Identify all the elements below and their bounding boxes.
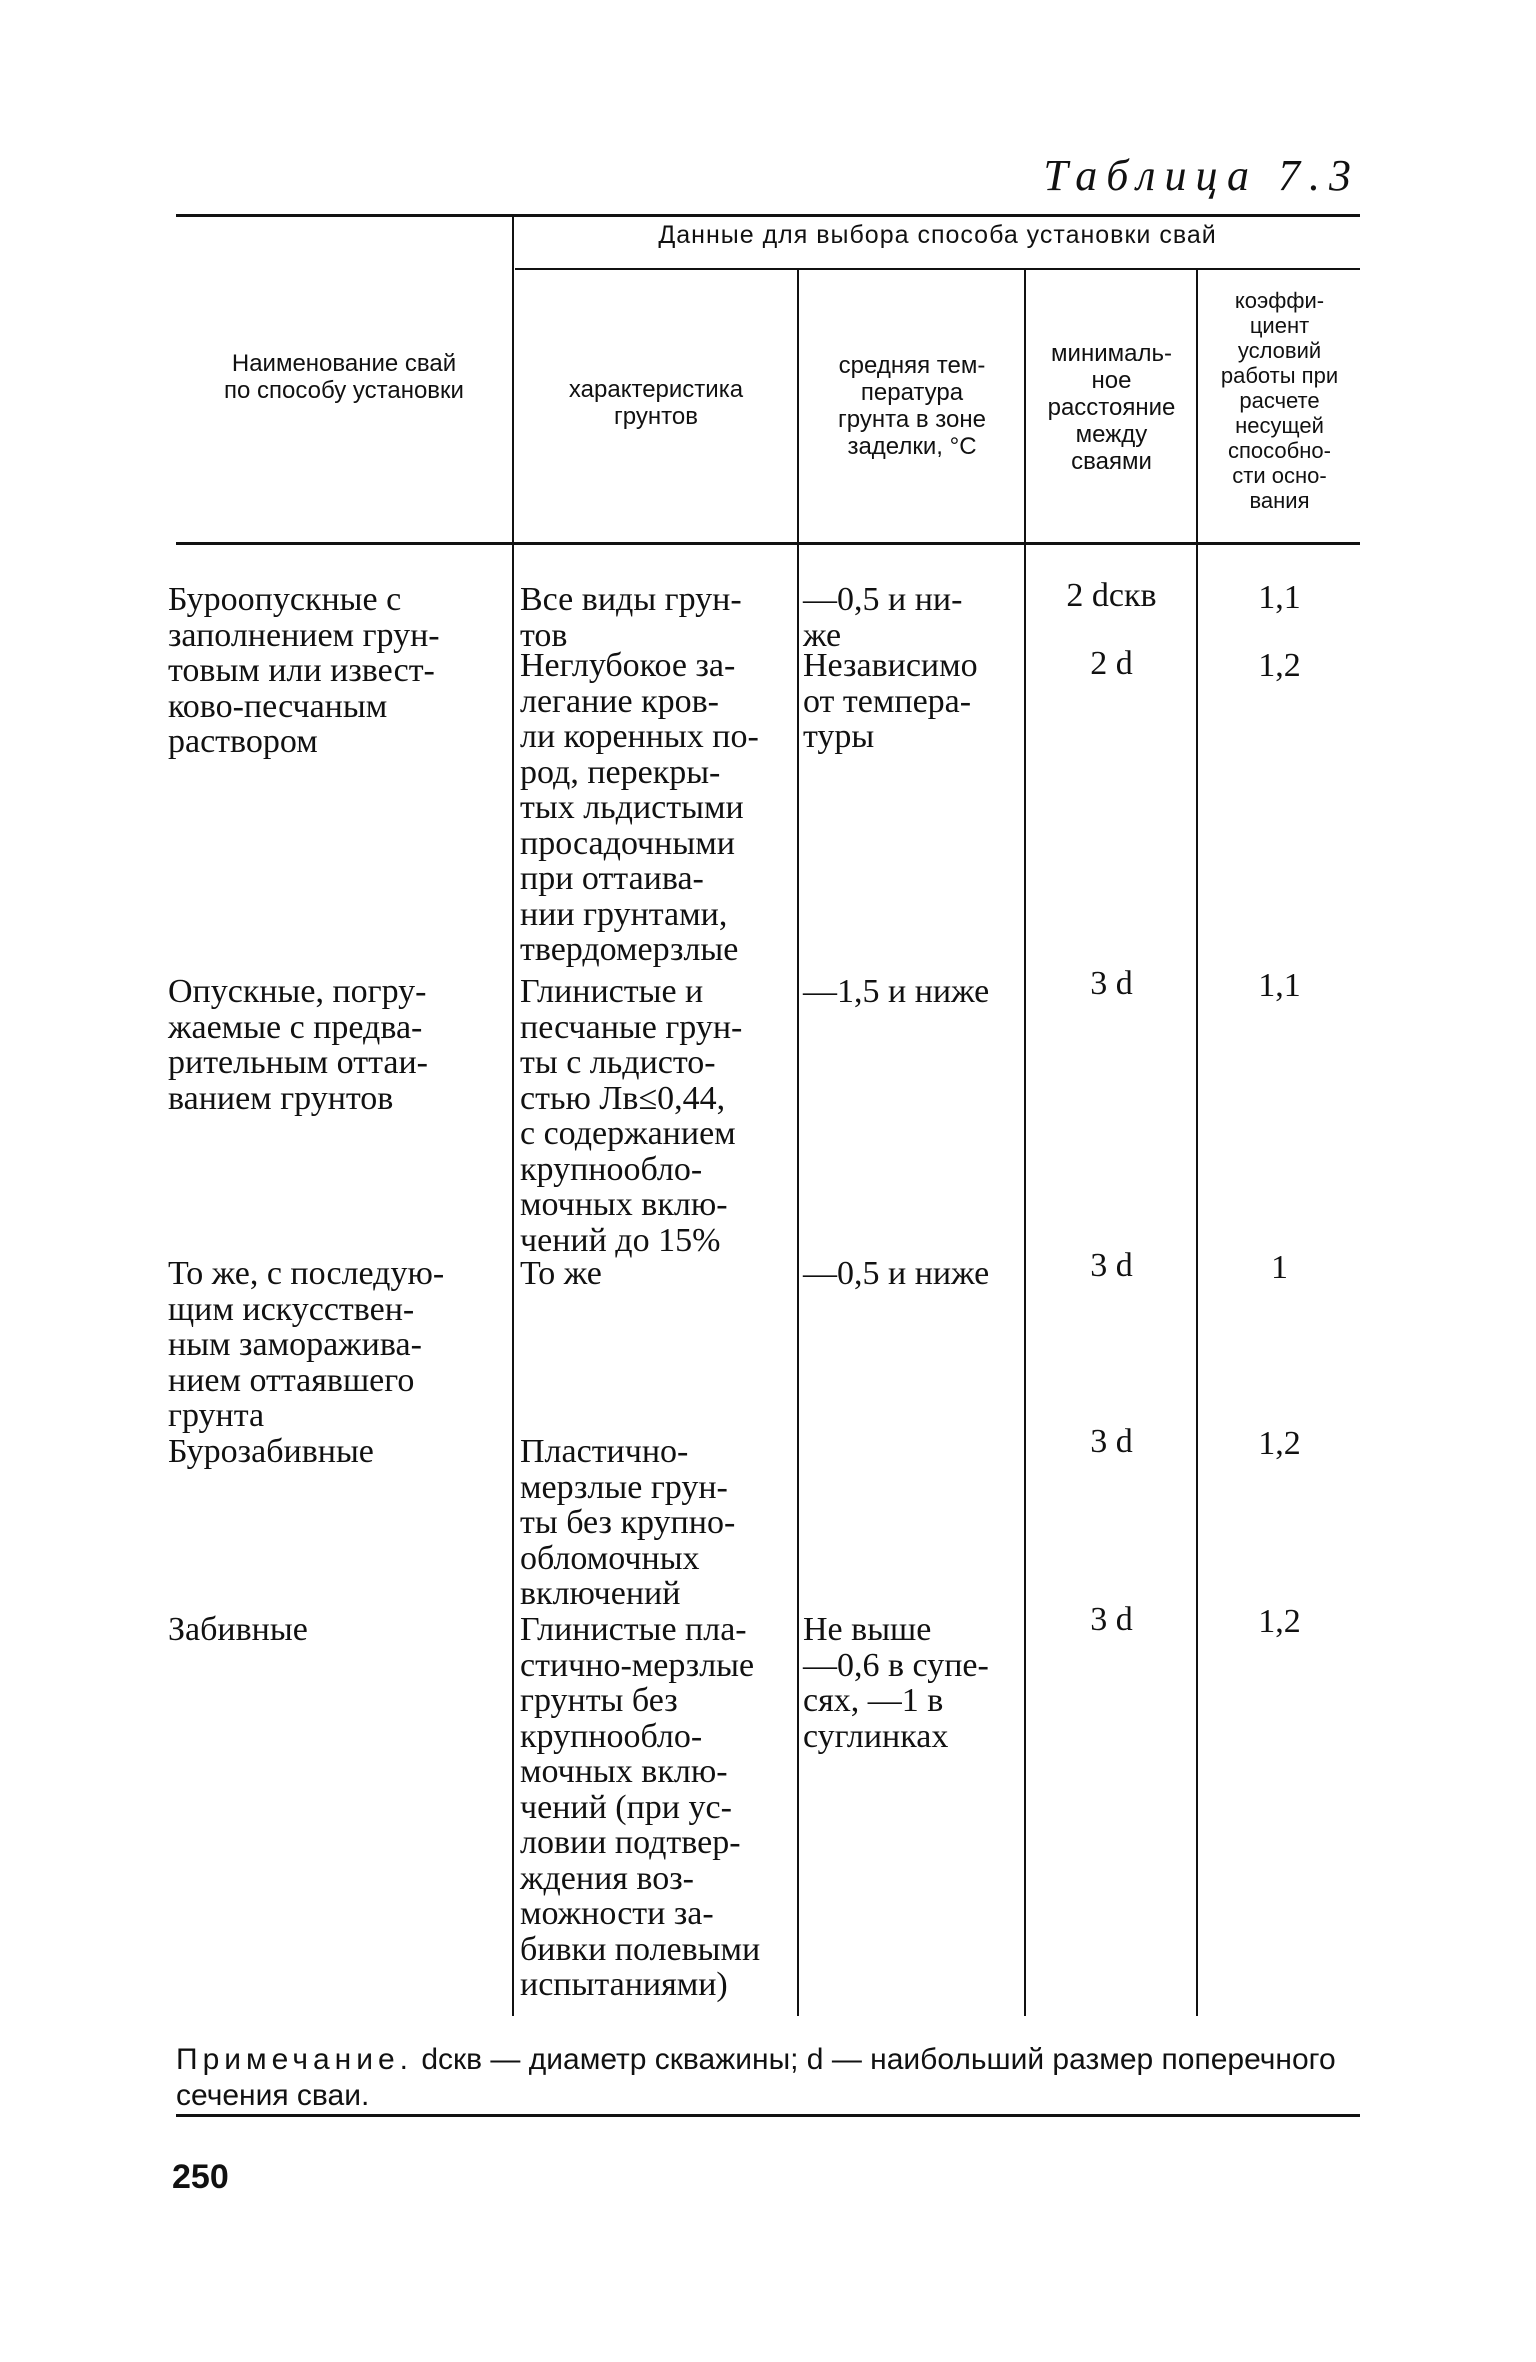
row-6-temperature: Не выше —0,6 в супе- сях, —1 в суглинках (803, 1611, 989, 1755)
row-4-temperature: —0,5 и ниже (803, 1255, 990, 1292)
row-4-distance: 3 d (1090, 1247, 1133, 1284)
row-6-distance: 3 d (1090, 1601, 1133, 1638)
row-6-name: Забивные (168, 1611, 308, 1648)
group-header-rule (515, 268, 1360, 270)
row-4-name: То же, с последую- щим искусствен- ным заморажива- нием оттаявшего грунта (168, 1255, 445, 1434)
header-group-title: Данные для выбора способа установки свай (658, 221, 1217, 249)
row-5-coefficient: 1,2 (1258, 1425, 1301, 1462)
column-divider-1 (512, 216, 514, 2016)
row-3-distance: 3 d (1090, 965, 1133, 1002)
row-2-soil: Неглубокое за- легание кров- ли коренных по- род, перекры- тых льдистыми просадочными при оттаива- нии грунтами, твердомерзлые (520, 647, 759, 968)
row-3-name: Опускные, погру- жаемые с предва- рительным оттаи- ванием грунтов (168, 973, 428, 1117)
header-soil-temperature: средняя тем- пература грунта в зоне заделки, °С (838, 352, 986, 460)
table-note (176, 2042, 1360, 2114)
row-1-coefficient: 1,1 (1258, 579, 1301, 616)
row-3-coefficient: 1,1 (1258, 967, 1301, 1004)
header-work-coefficient: коэффи- циент условий работы при расчете несущей способно- сти осно- вания (1220, 288, 1339, 513)
column-divider-4 (1196, 270, 1198, 2016)
row-1-soil: Все виды грун- тов (520, 581, 742, 654)
note-label: Примечание. (176, 2043, 413, 2076)
row-1-name: Буроопускные с заполнением грун- товым или извест- ково-песчаным раствором (168, 581, 440, 760)
header-soil-characteristics: характеристика грунтов (568, 376, 744, 430)
page-number: 250 (172, 2158, 229, 2196)
row-6-coefficient: 1,2 (1258, 1603, 1301, 1640)
row-3-soil: Глинистые и песчаные грун- ты с льдисто- стью Лв≤0,44, с содержанием крупнообло- мочных вклю- чений до 15% (520, 973, 743, 1259)
row-5-distance: 3 d (1090, 1423, 1133, 1460)
row-1-distance: 2 dскв (1066, 577, 1157, 614)
row-2-distance: 2 d (1090, 645, 1133, 682)
row-2-temperature: Независимо от темпера- туры (803, 647, 978, 755)
note-bottom-rule (176, 2114, 1360, 2117)
header-pile-name: Наименование свай по способу установки (224, 350, 464, 404)
note-text: dскв — диаметр скважины; d — наибольший размер поперечного сечения сваи. (176, 2043, 1336, 2112)
row-3-temperature: —1,5 и ниже (803, 973, 990, 1010)
row-2-coefficient: 1,2 (1258, 647, 1301, 684)
header-bottom-rule (176, 542, 1360, 545)
row-4-soil: То же (520, 1255, 602, 1292)
table-title: Таблица 7.3 (1043, 151, 1360, 200)
row-5-soil: Пластично- мерзлые грун- ты без крупно- обломочных включений (520, 1433, 736, 1612)
table-top-rule (176, 214, 1360, 217)
row-1-temperature: —0,5 и ни- же (803, 581, 963, 654)
header-min-distance: минималь- ное расстояние между сваями (1047, 340, 1176, 475)
row-6-soil: Глинистые пла- стично-мерзлые грунты без крупнообло- мочных вклю- чений (при ус- ловии подтвер- ждения воз- можности за- бивки полевыми испытаниями) (520, 1611, 761, 2003)
column-divider-2 (797, 270, 799, 2016)
column-divider-3 (1024, 270, 1026, 2016)
row-4-coefficient: 1 (1271, 1249, 1288, 1286)
row-5-name: Бурозабивные (168, 1433, 374, 1470)
